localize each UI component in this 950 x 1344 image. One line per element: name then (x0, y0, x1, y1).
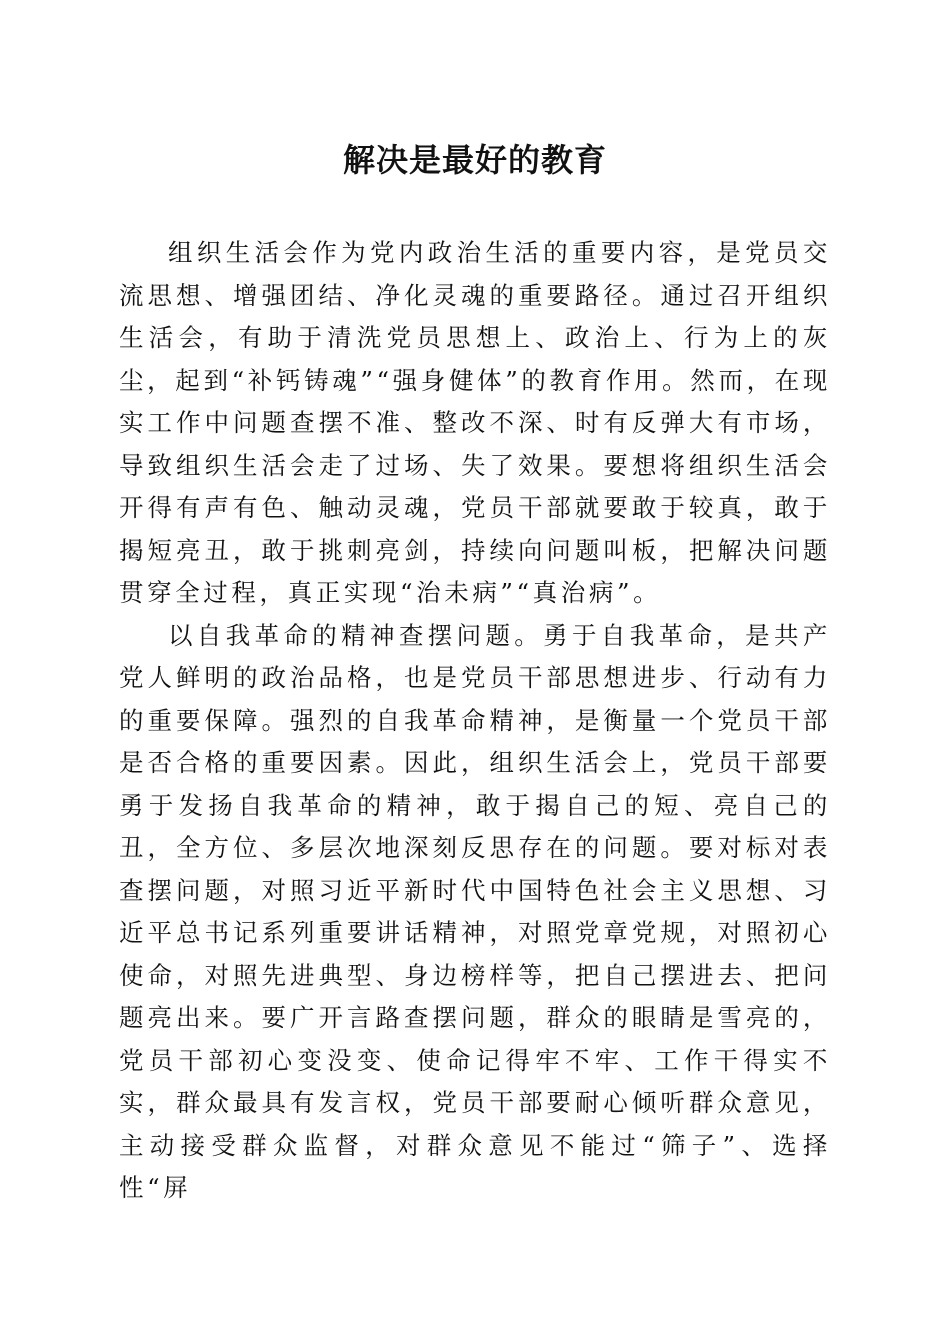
document-title: 解决是最好的教育 (342, 141, 607, 179)
document-body (119, 232, 831, 1210)
paragraph-1: 组织生活会作为党内政治生活的重要内容，是党员交流思想、增强团结、净化灵魂的重要路径。通过召开组织生活会，有助于清洗党员思想上、政治上、行为上的灰尘，起到“补钙铸魂”“强身健体”的教育作用。然而，在现实工作中问题查摆不准、整改不深、时有反弹大有市场，导致组织生活会走了过场、失了效果。要想将组织生活会开得有声有色、触动灵魂，党员干部就要敢于较真，敢于揭短亮丑，敢于挑刺亮剑，持续向问题叫板，把解决问题贯穿全过程，真正实现“治未病”“真治病”。 (119, 238, 831, 607)
paragraph-2: 以自我革命的精神查摆问题。勇于自我革命，是共产党人鲜明的政治品格，也是党员干部思想进步、行动有力的重要保障。强烈的自我革命精神，是衡量一个党员干部是否合格的重要因素。因此，组织生活会上，党员干部要勇于发扬自我革命的精神，敢于揭自己的短、亮自己的丑，全方位、多层次地深刻反思存在的问题。要对标对表查摆问题，对照习近平新时代中国特色社会主义思想、习近平总书记系列重要讲话精神，对照党章党规，对照初心使命，对照先进典型、身边榜样等，把自己摆进去、把问题亮出来。要广开言路查摆问题，群众的眼睛是雪亮的，党员干部初心变没变、使命记得牢不牢、工作干得实不实，群众最具有发言权，党员干部要耐心倾听群众意见，主动接受群众监督，对群众意见不能过“筛子”、选择性“屏 (119, 620, 831, 1202)
